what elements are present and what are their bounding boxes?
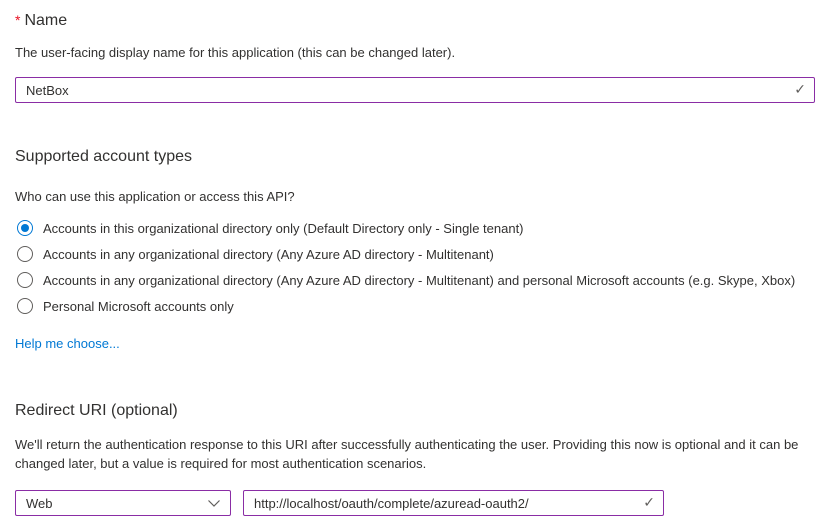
- radio-unselected-icon: [17, 272, 33, 288]
- radio-single-tenant[interactable]: [15, 215, 815, 241]
- name-input[interactable]: [15, 77, 815, 103]
- valid-checkmark-icon: ✓: [643, 493, 655, 510]
- chevron-down-icon: [207, 498, 221, 508]
- radio-label: Accounts in any organizational directory (Any Azure AD directory - Multitenant): [43, 246, 494, 262]
- redirect-uri-input-wrap: [243, 490, 664, 516]
- radio-label: Accounts in this organizational directory only (Default Directory only - Single tenant): [43, 220, 524, 236]
- platform-select-dropdown[interactable]: [15, 490, 231, 516]
- redirect-uri-description: We'll return the authentication response to this URI after successfully authenticating the user. Providing this now is optional and it can be changed later, but a value is required for most authentication scenarios.: [15, 437, 799, 471]
- redirect-uri-controls: [15, 490, 815, 516]
- name-description: The user-facing display name for this application (this can be changed later).: [15, 45, 456, 60]
- account-types-title: Supported account types: [15, 148, 193, 165]
- radio-personal-only[interactable]: [15, 293, 815, 319]
- radio-unselected-icon: [17, 246, 33, 262]
- valid-checkmark-icon: ✓: [794, 80, 806, 97]
- radio-label: Accounts in any organizational directory (Any Azure AD directory - Multitenant) and personal Microsoft accounts (e.g. Skype, Xbox): [43, 272, 796, 288]
- required-asterisk: *: [15, 12, 21, 28]
- radio-multitenant-personal[interactable]: [15, 267, 815, 293]
- radio-multitenant[interactable]: [15, 241, 815, 267]
- name-section-title: [15, 10, 815, 31]
- redirect-uri-title: Redirect URI (optional): [15, 402, 178, 419]
- redirect-uri-input[interactable]: [243, 490, 664, 516]
- name-title-label: Name: [24, 12, 68, 29]
- radio-unselected-icon: [17, 298, 33, 314]
- name-input-wrap: [15, 77, 815, 103]
- platform-selected-value: Web: [26, 495, 53, 511]
- account-types-radio-group: [15, 215, 815, 319]
- radio-selected-icon: [17, 220, 33, 236]
- account-types-question: Who can use this application or access this API?: [15, 189, 295, 204]
- radio-label: Personal Microsoft accounts only: [43, 298, 234, 314]
- help-me-choose-link[interactable]: Help me choose...: [15, 336, 120, 351]
